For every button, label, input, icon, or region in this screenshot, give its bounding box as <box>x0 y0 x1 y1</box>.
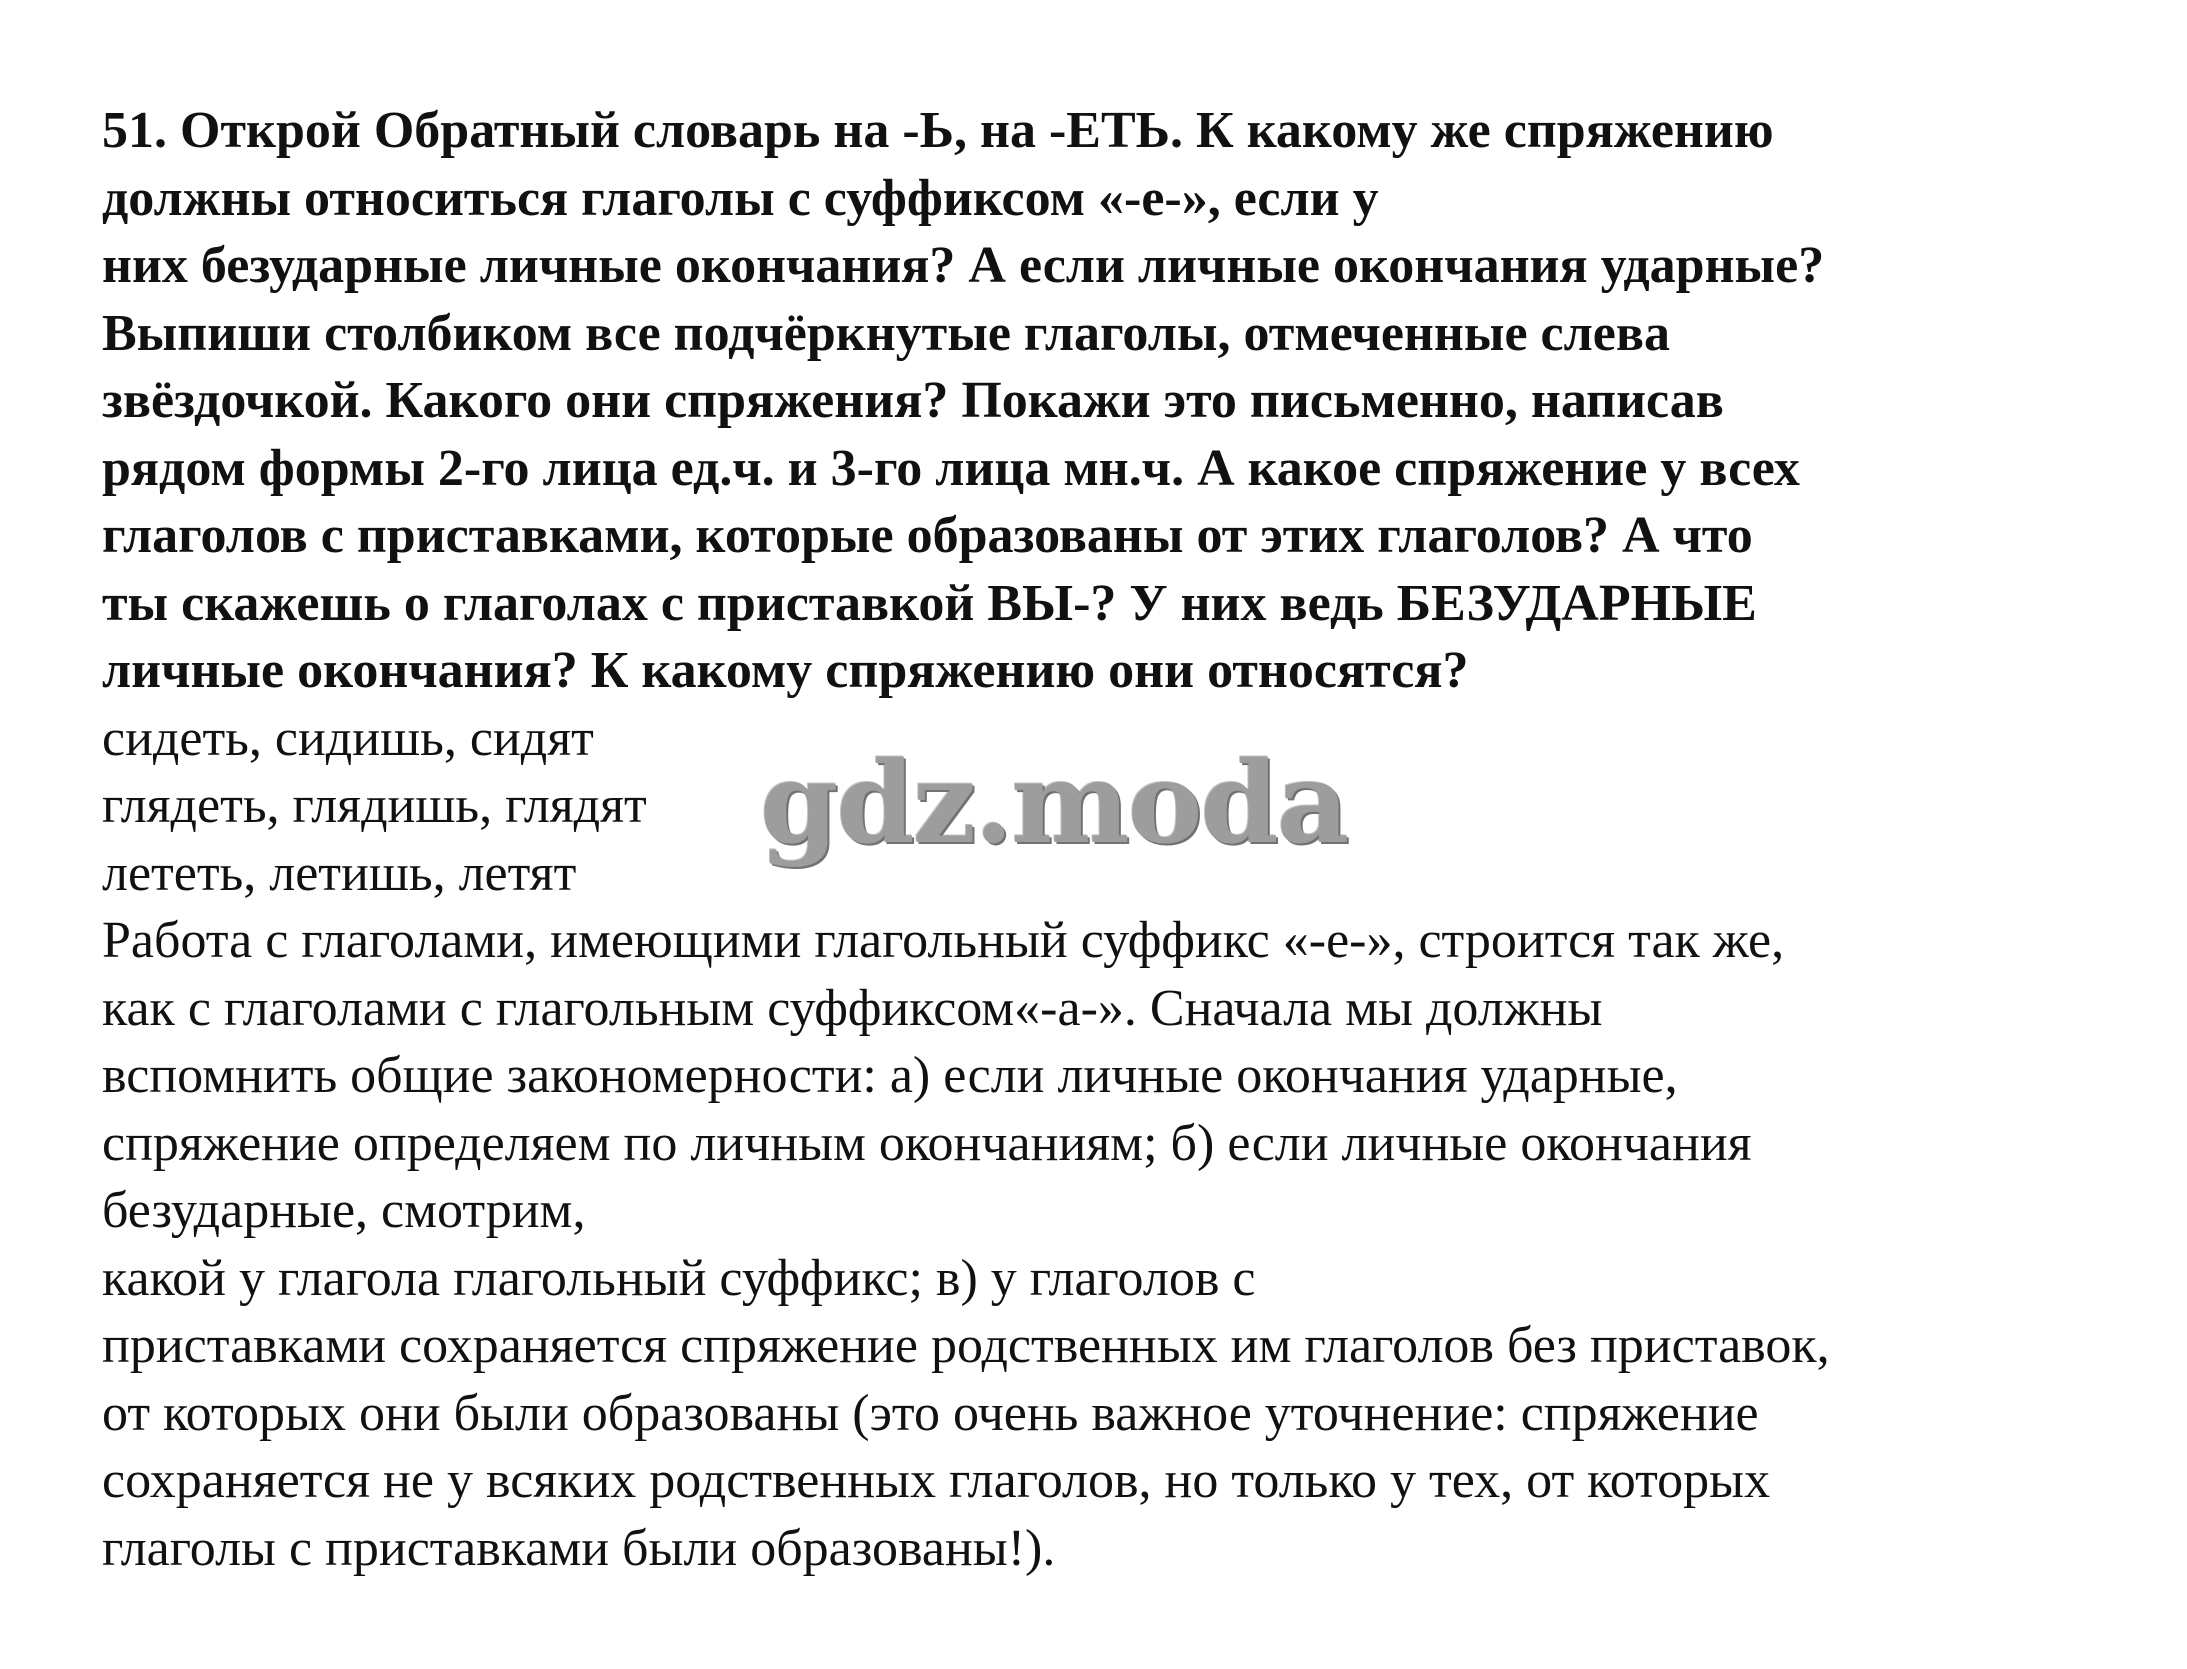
explanation-line: как с глаголами с глагольным суффиксом«-а-». Сначала мы должны <box>102 979 1603 1037</box>
watermark: gdz.moda <box>760 738 1348 869</box>
explanation-line: от которых они были образованы (это очень важное уточнение: спряжение <box>102 1384 1759 1442</box>
task-line: личные окончания? К какому спряжению они относятся? <box>102 642 1469 699</box>
task-line: должны относиться глаголы с суффиксом «-е-», если у <box>102 169 1379 227</box>
task-text <box>102 97 2142 705</box>
explanation-line: безударные, смотрим, <box>102 1182 586 1239</box>
task-line: глаголов с приставками, которые образованы от этих глаголов? А что <box>102 507 1753 564</box>
task-line: 51. Открой Обратный словарь на -Ь, на -ЕТЬ. К какому же спряжению <box>102 102 1774 159</box>
explanation-line: спряжение определяем по личным окончаниям; б) если личные окончания <box>102 1114 1752 1172</box>
verb-line: лететь, летишь, летят <box>102 844 577 902</box>
explanation-line: Работа с глаголами, имеющими глагольный суффикс «-е-», строится так же, <box>102 912 1785 969</box>
task-line: звёздочкой. Какого они спряжения? Покажи это письменно, написав <box>102 372 1724 429</box>
explanation-text <box>102 907 2142 1582</box>
task-line: Выпиши столбиком все подчёркнутые глаголы, отмеченные слева <box>102 304 1670 362</box>
explanation-line: приставками сохраняется спряжение родственных им глаголов без приставок, <box>102 1317 1830 1374</box>
task-line: рядом формы 2-го лица ед.ч. и 3-го лица мн.ч. А какое спряжение у всех <box>102 439 1800 497</box>
task-line: ты скажешь о глаголах с приставкой ВЫ-? У них ведь БЕЗУДАРНЫЕ <box>102 574 1757 632</box>
verb-line: глядеть, глядишь, глядят <box>102 777 647 834</box>
explanation-line: какой у глагола глагольный суффикс; в) у глаголов с <box>102 1249 1256 1307</box>
explanation-line: сохраняется не у всяких родственных глаголов, но только у тех, от которых <box>102 1452 1771 1509</box>
task-line: них безударные личные окончания? А если личные окончания ударные? <box>102 237 1825 294</box>
explanation-line: глаголы с приставками были образованы!). <box>102 1519 1056 1577</box>
verb-line: сидеть, сидишь, сидят <box>102 709 594 767</box>
explanation-line: вспомнить общие закономерности: а) если личные окончания ударные, <box>102 1047 1678 1104</box>
